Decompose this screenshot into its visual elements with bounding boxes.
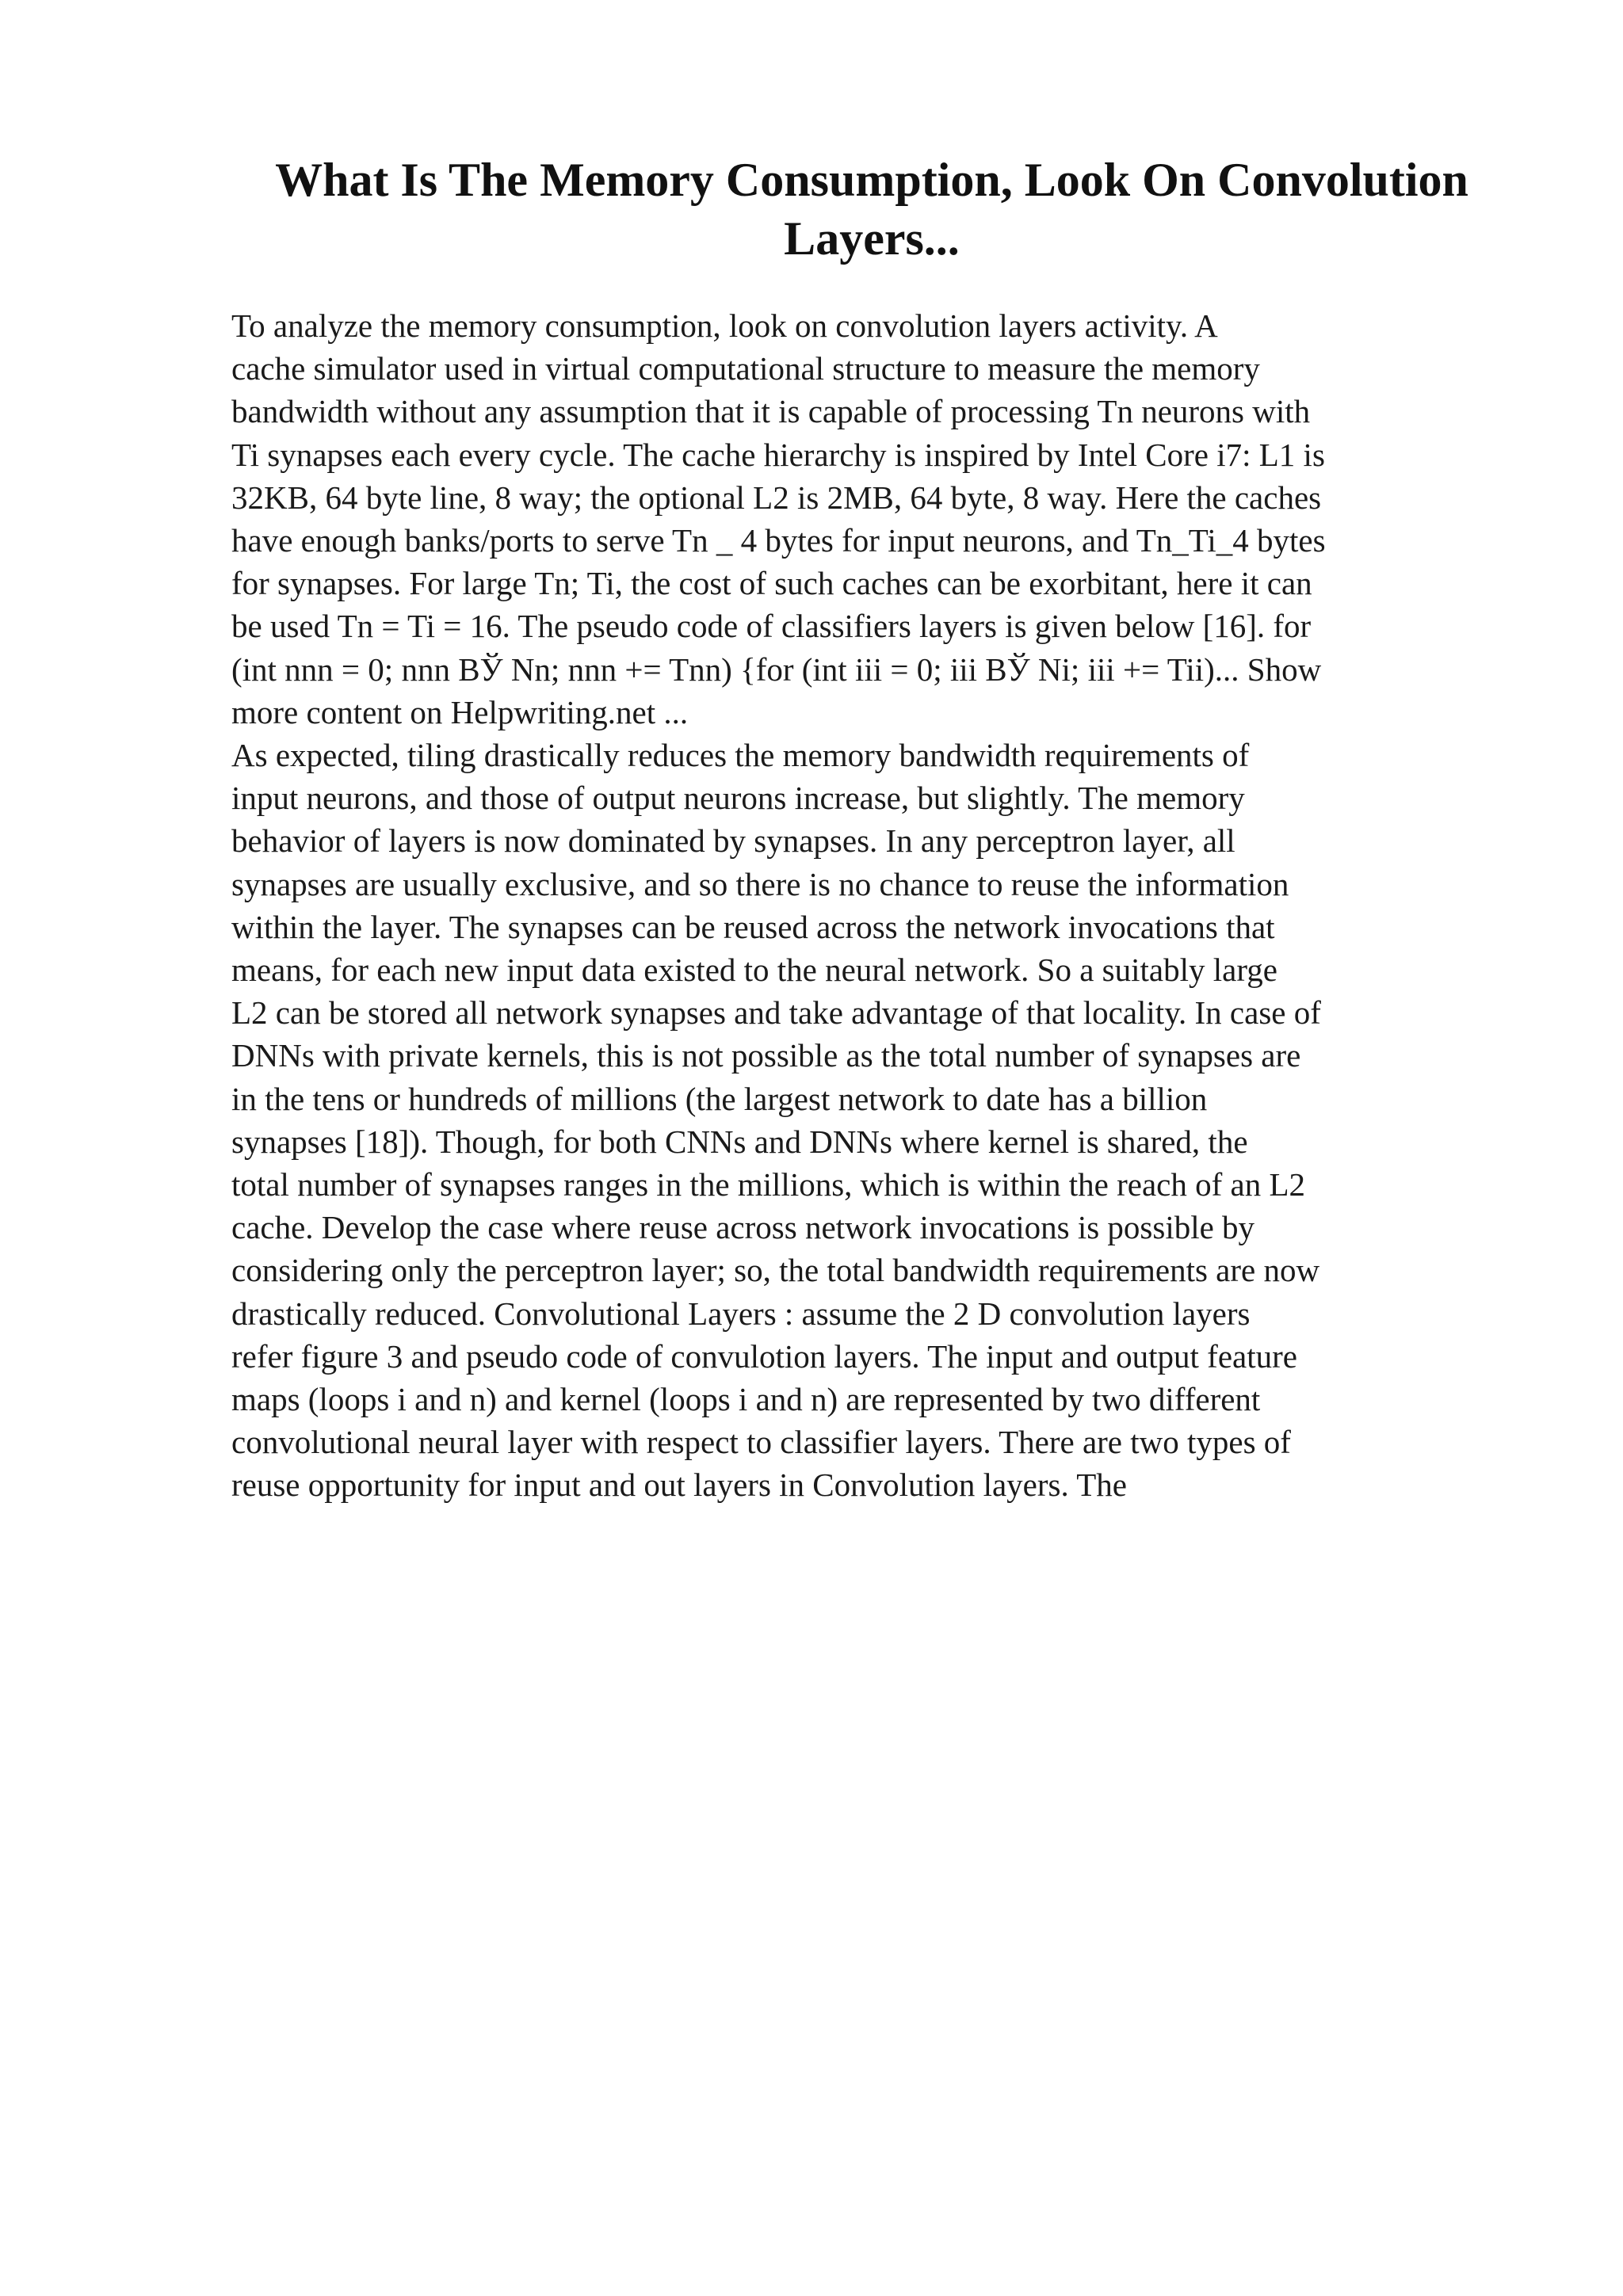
body-line: (int nnn = 0; nnn BЎ Nn; nnn += Tnn) {for (int iii = 0; iii BЎ Ni; iii += Tii)... Show: [231, 650, 1322, 688]
body-line: As expected, tiling drastically reduces the memory bandwidth requirements of: [231, 737, 1250, 774]
body-line: more content on Helpwriting.net ...: [231, 693, 689, 730]
body-line: To analyze the memory consumption, look on convolution layers activity. A: [231, 307, 1218, 344]
body-line: input neurons, and those of output neurons increase, but slightly. The memory: [231, 780, 1245, 817]
body-line: 32KB, 64 byte line, 8 way; the optional L2 is 2MB, 64 byte, 8 way. Here the caches: [231, 479, 1322, 516]
body-line: Ti synapses each every cycle. The cache hierarchy is inspired by Intel Core i7: L1 is: [231, 436, 1325, 473]
title-line: Layers...: [784, 212, 960, 265]
body-line: within the layer. The synapses can be reused across the network invocations that: [231, 908, 1275, 945]
body-line: total number of synapses ranges in the millions, which is within the reach of an L2: [231, 1166, 1305, 1203]
body-line: L2 can be stored all network synapses and take advantage of that locality. In case of: [231, 994, 1321, 1032]
body-line: behavior of layers is now dominated by synapses. In any perceptron layer, all: [231, 822, 1235, 860]
article-body: [231, 304, 1496, 1507]
body-line: means, for each new input data existed to the neural network. So a suitably large: [231, 952, 1277, 989]
body-line: cache simulator used in virtual computational structure to measure the memory: [231, 350, 1260, 387]
title-line: What Is The Memory Consumption, Look On Convolution: [275, 154, 1468, 206]
body-line: have enough banks/ports to serve Tn _ 4 bytes for input neurons, and Tn_Ti_4 bytes: [231, 522, 1326, 559]
body-line: refer figure 3 and pseudo code of convulotion layers. The input and output feature: [231, 1337, 1297, 1375]
body-line: synapses [18]). Though, for both CNNs and DNNs where kernel is shared, the: [231, 1123, 1248, 1160]
body-line: drastically reduced. Convolutional Layers : assume the 2 D convolution layers: [231, 1295, 1251, 1332]
body-line: maps (loops i and n) and kernel (loops i and n) are represented by two different: [231, 1381, 1261, 1418]
body-line: in the tens or hundreds of millions (the largest network to date has a billion: [231, 1080, 1208, 1117]
body-line: synapses are usually exclusive, and so there is no chance to reuse the information: [231, 865, 1289, 902]
body-line: for synapses. For large Tn; Ti, the cost of such caches can be exorbitant, here it can: [231, 565, 1312, 602]
body-line: convolutional neural layer with respect to classifier layers. There are two types of: [231, 1424, 1291, 1461]
body-line: be used Tn = Ti = 16. The pseudo code of classifiers layers is given below [16]. for: [231, 608, 1312, 645]
body-line: bandwidth without any assumption that it is capable of processing Tn neurons with: [231, 393, 1311, 430]
body-line: considering only the perceptron layer; so, the total bandwidth requirements are now: [231, 1252, 1320, 1289]
body-line: reuse opportunity for input and out layers in Convolution layers. The: [231, 1466, 1127, 1504]
body-line: cache. Develop the case where reuse across network invocations is possible by: [231, 1209, 1255, 1246]
page-title: [238, 151, 1506, 268]
body-line: DNNs with private kernels, this is not possible as the total number of synapses are: [231, 1037, 1301, 1074]
